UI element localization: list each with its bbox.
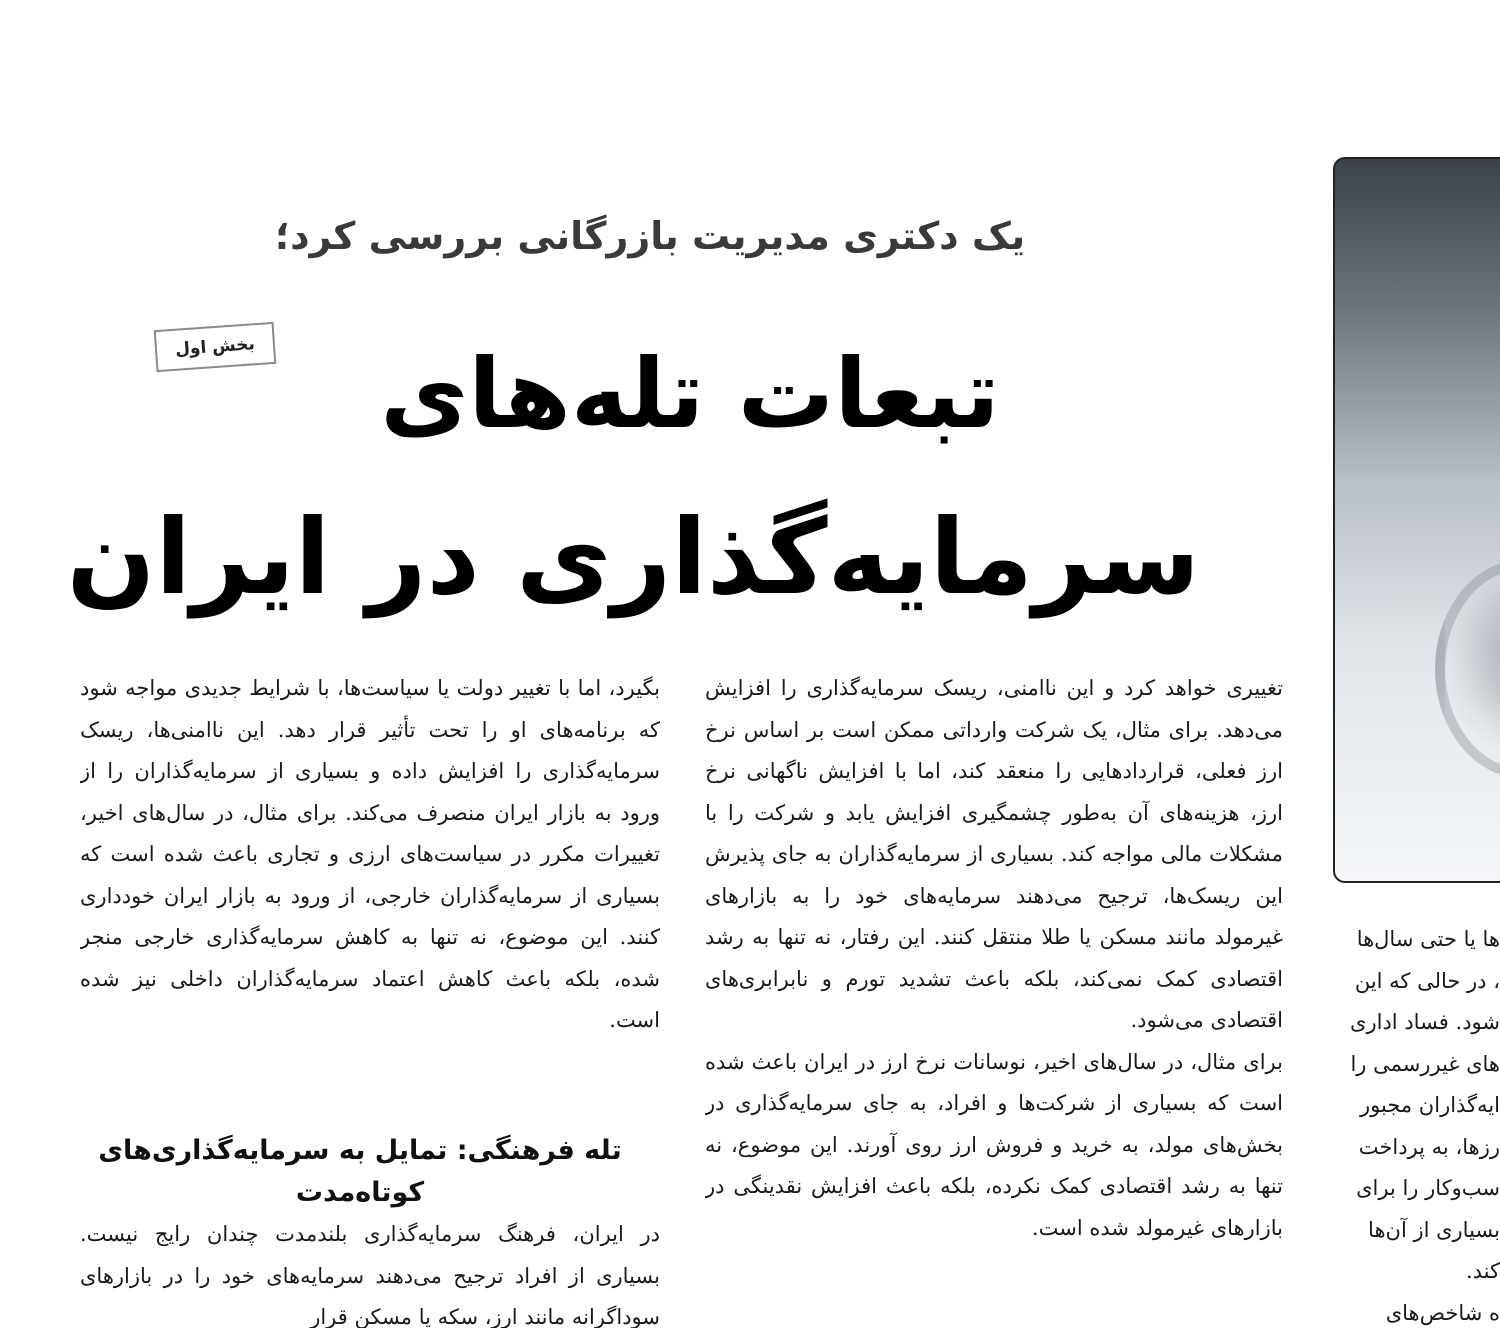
section-badge xyxy=(154,322,277,372)
photo-frame xyxy=(1333,157,1500,883)
text-line: ایه‌گذاران مجبور xyxy=(1360,1093,1500,1117)
headline-line-2: سرمایه‌گذاری در ایران xyxy=(66,496,1200,618)
article-column-right xyxy=(1332,919,1500,1328)
section-subheading: تله فرهنگی: تمایل به سرمایه‌گذاری‌های کوتاه‌مدت xyxy=(98,1135,622,1208)
seal-image xyxy=(1435,559,1500,779)
article-column-left xyxy=(80,668,660,1083)
text-line: شود. فساد اداری xyxy=(1350,1010,1500,1034)
text-line: ها یا حتی سال‌ها xyxy=(1356,927,1500,951)
text-line: سب‌وکار را برای xyxy=(1356,1176,1500,1200)
article-column-left-continued xyxy=(80,1214,660,1328)
headline-line-1: تبعات تله‌های xyxy=(380,338,1000,450)
text-line: های غیررسمی را xyxy=(1350,1051,1500,1076)
kicker: یک دکتری مدیریت بازرگانی بررسی کرد؛ xyxy=(274,214,1026,258)
text-line: ، در حالی که این xyxy=(1354,968,1500,993)
text-line: بسیاری از آن‌ها xyxy=(1368,1217,1500,1242)
paragraph: برای مثال، در سال‌های اخیر، نوسانات نرخ ارز در ایران باعث شده است که بسیاری از شرکت‌ها و افراد، به جای سرمایه‌گذاری در بخش‌های مولد، به خرید و فروش ارز روی آورند. این موضوع، نه تنها به رشد اقتصادی کمک نکرده، بلکه باعث افزایش نقدینگی در بازارهای غیرمولد شده است. xyxy=(705,1049,1283,1240)
article-column-center xyxy=(705,668,1283,1328)
text-line: رزها، به پرداخت xyxy=(1358,1134,1500,1159)
paragraph: بگیرد، اما با تغییر دولت یا سیاست‌ها، با شرایط جدیدی مواجه شود که برنامه‌های او را تحت تأثیر قرار دهد. این ناامنی‌ها، ریسک سرمایه‌گذاری را افزایش داده و بسیاری از سرمایه‌گذاران را از ورود به بازار ایران منصرف می‌کند. برای مثال، در سال‌های اخیر، تغییرات مکرر در سیاست‌های ارزی و تجاری باعث شده است که بسیاری از سرمایه‌گذاران خارجی، از ورود به بازار ایران خودداری کنند. این موضوع، نه تنها به کاهش سرمایه‌گذاری خارجی منجر شده، بلکه باعث کاهش اعتماد سرمایه‌گذاران داخلی نیز شده است. xyxy=(80,676,660,1032)
paragraph: در ایران، فرهنگ سرمایه‌گذاری بلندمدت چندان رایج نیست. بسیاری از افراد ترجیح می‌دهند سرمایه‌های خود را در بازارهای سوداگرانه مانند ارز، سکه یا مسکن قرار xyxy=(80,1222,660,1328)
section-badge-label: بخش اول xyxy=(174,334,256,360)
paragraph: تغییری خواهد کرد و این ناامنی، ریسک سرمایه‌گذاری را افزایش می‌دهد. برای مثال، یک شرکت وارداتی ممکن است بر اساس نرخ ارز فعلی، قراردادهایی را منعقد کند، اما با افزایش ناگهانی نرخ ارز، هزینه‌های آن به‌طور چشمگیری افزایش یابد و شرکت را با مشکلات مالی مواجه کند. بسیاری از سرمایه‌گذاران به جای پذیرش این ریسک‌ها، ترجیح می‌دهند سرمایه‌های خود را به بازارهای غیرمولد مانند مسکن یا طلا منتقل کنند. این رفتار، نه تنها به رشد اقتصادی کمک نمی‌کند، بلکه باعث تشدید تورم و نابرابری‌های اقتصادی می‌شود. xyxy=(705,676,1283,1032)
text-line: کند. xyxy=(1465,1259,1500,1283)
text-line: ه شاخص‌های xyxy=(1385,1300,1500,1325)
